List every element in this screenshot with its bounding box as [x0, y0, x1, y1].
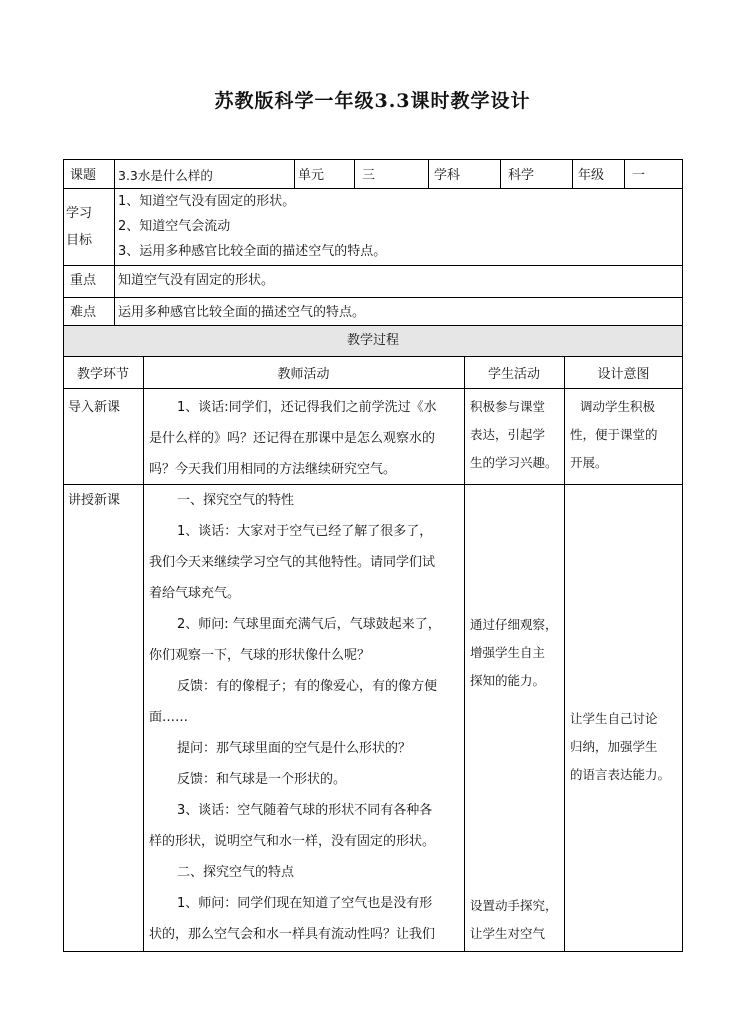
topic-label: 课题: [70, 168, 97, 183]
lesson-teacher: [145, 485, 463, 950]
lesson-teacher-line: 二、探究空气的特点: [177, 865, 295, 880]
lesson-teacher-line: 反馈：和气球是一个形状的。: [177, 772, 347, 787]
grid-line: [63, 356, 683, 357]
grid-line: [564, 357, 565, 952]
intro-teacher: [145, 392, 463, 485]
lesson-design-line: 让学生自己讨论: [570, 711, 658, 726]
page-title: 苏教版科学一年级3.3课时教学设计: [214, 90, 531, 112]
col-header-stage: 教学环节: [76, 367, 129, 382]
lesson-student-b: [465, 892, 564, 948]
intro-design-line: 调动学生积极: [580, 399, 656, 414]
intro-design: [565, 393, 683, 477]
intro-student-line: 生的学习兴趣。: [470, 455, 558, 470]
grid-line: [114, 159, 115, 326]
unit-value: 三: [362, 168, 376, 183]
lesson-student-line: 探知的能力。: [470, 673, 546, 688]
lesson-teacher-line: 1、师问：同学们现在知道了空气也是没有形: [177, 896, 433, 911]
unit-label: 单元: [298, 168, 325, 183]
grid-line: [63, 951, 683, 952]
lesson-teacher-line: 面……: [149, 710, 189, 725]
intro-design-line: 性，便于课堂的: [570, 427, 658, 442]
objectives-label-1: 学习: [66, 206, 93, 221]
grid-line: [63, 484, 683, 485]
grid-line: [624, 159, 625, 188]
grid-line: [63, 159, 683, 160]
intro-student-line: 表达，引起学: [470, 427, 546, 442]
lesson-teacher-line: 你们观察一下，气球的形状像什么呢？: [149, 648, 371, 663]
key-point-label: 重点: [70, 273, 97, 288]
lesson-teacher-line: 提问：那气球里面的空气是什么形状的？: [177, 741, 412, 756]
subject-label: 学科: [434, 168, 461, 183]
grade-value: 一: [632, 168, 646, 183]
intro-student: [465, 393, 564, 477]
difficulty-text: 运用多种感官比较全面的描述空气的特点。: [118, 305, 366, 320]
grid-line: [572, 159, 573, 188]
col-header-design: 设计意图: [597, 367, 650, 382]
grid-line: [63, 159, 64, 326]
lesson-teacher-line: 一、探究空气的特性: [177, 493, 295, 508]
lesson-student-line: 通过仔细观察，: [470, 617, 558, 632]
objective-item: 1、知道空气没有固定的形状。: [118, 194, 296, 209]
grid-line: [500, 159, 501, 188]
grid-line: [63, 297, 683, 298]
col-header-student: 学生活动: [487, 367, 540, 382]
lesson-student-line: 让学生对空气: [470, 926, 546, 941]
lesson-teacher-line: 反馈：有的像棍子；有的像爱心，有的像方便: [177, 679, 438, 694]
lesson-student-a: [465, 611, 564, 695]
grid-line: [63, 325, 683, 326]
grid-line: [63, 326, 64, 952]
grid-line: [63, 388, 683, 389]
grid-line: [428, 159, 429, 188]
intro-teacher-line: 是什么样的》吗？还记得在那课中是怎么观察水的: [149, 431, 436, 446]
lesson-student-line: 设置动手探究，: [470, 898, 558, 913]
lesson-design: [565, 705, 683, 789]
objectives-label-2: 目标: [66, 233, 93, 248]
key-point-text: 知道空气没有固定的形状。: [118, 273, 275, 288]
grid-line: [464, 357, 465, 952]
difficulty-label: 难点: [70, 305, 97, 320]
intro-stage: 导入新课: [68, 400, 121, 415]
lesson-teacher-line: 样的形状，说明空气和水一样，没有固定的形状。: [149, 834, 436, 849]
topic-value: 3.3水是什么样的: [118, 168, 213, 183]
lesson-teacher-line: 1、谈话：大家对于空气已经了解了很多了，: [177, 524, 433, 539]
lesson-teacher-line: 我们今天来继续学习空气的其他特性。请同学们试: [149, 555, 436, 570]
intro-teacher-line: 1、谈话:同学们，还记得我们之前学洗过《水: [177, 400, 437, 415]
intro-design-line: 开展。: [570, 455, 608, 470]
grid-line: [63, 188, 683, 189]
lesson-design-line: 的语言表达能力。: [570, 767, 671, 782]
lesson-design-line: 归纳，加强学生: [570, 739, 658, 754]
process-header: 教学过程: [346, 333, 399, 348]
lesson-student-line: 增强学生自主: [470, 645, 546, 660]
lesson-teacher-line: 状的，那么空气会和水一样具有流动性吗？让我们: [149, 927, 436, 942]
lesson-stage: 讲授新课: [68, 493, 121, 508]
grid-line: [63, 265, 683, 266]
subject-value: 科学: [508, 168, 535, 183]
lesson-teacher-line: 2、师问: 气球里面充满气后，气球鼓起来了，: [177, 617, 441, 632]
col-header-teacher: 教师活动: [277, 367, 330, 382]
objective-item: 3、运用多种感官比较全面的描述空气的特点。: [118, 244, 387, 259]
grid-line: [682, 326, 683, 952]
intro-student-line: 积极参与课堂: [470, 399, 546, 414]
grid-line: [294, 159, 295, 188]
grid-line: [354, 159, 355, 188]
intro-teacher-line: 吗？今天我们用相同的方法继续研究空气。: [149, 462, 397, 477]
objective-item: 2、知道空气会流动: [118, 219, 231, 234]
lesson-teacher-line: 着给气球充气。: [149, 586, 241, 601]
grid-line: [682, 159, 683, 326]
lesson-teacher-line: 3、谈话：空气随着气球的形状不同有各种各: [177, 803, 433, 818]
grade-label: 年级: [578, 168, 605, 183]
grid-line: [143, 357, 144, 952]
